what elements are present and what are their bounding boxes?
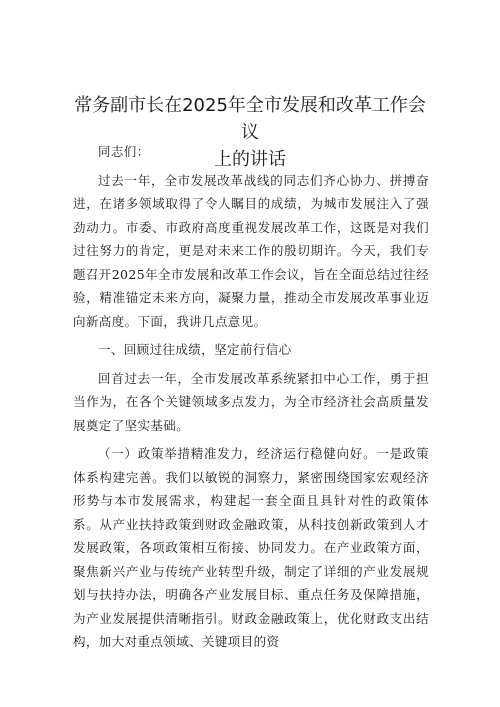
paragraph-review: 回首过去一年，全市发展改革系统紧扣中心工作，勇于担当作为，在各个关键领域多点发力，为全市经济社会高质量发展奠定了坚实基础。 [73, 370, 429, 433]
paragraph-intro: 过去一年，全市发展改革战线的同志们齐心协力、拼搏奋进，在诸多领域取得了令人瞩目的成绩，为城市发展注入了强劲动力。市委、市政府高度重视发展改革工作，这既是对我们过往努力的肯定，更是对未来工作的殷切期许。今天，我们专题召开2025年全市发展和改革工作会议，旨在全面总结过往经验，精准锚定未来方向，凝聚力量，推动全市发展改革事业迈向新高度。下面，我讲几点意见。 [73, 172, 429, 329]
document-body [73, 140, 429, 654]
section-heading-1: 一、回顾过往成绩，坚定前行信心 [98, 342, 292, 357]
paragraph-policy: （一）政策举措精准发力，经济运行稳健向好。一是政策体系构建完善。我们以敏锐的洞察力，紧密围绕国家宏观经济形势与本市发展需求，构建起一套全面且具针对性的政策体系。从产业扶持政策到财政金融政策，从科技创新政策到人才发展政策，各项政策相互衔接、协同发力。在产业政策方面，聚焦新兴产业与传统产业转型升级，制定了详细的产业发展规划与扶持办法，明确各产业发展目标、重点任务及保障措施，为产业发展提供清晰指引。财政金融政策上，优化财政支出结构，加大对重点领域、关键项目的资 [73, 446, 429, 649]
salutation: 同志们： [98, 144, 150, 159]
title-line-2: 上的讲话 [214, 149, 286, 170]
title-line-1: 常务副市长在2025年全市发展和改革工作会议 [74, 95, 426, 143]
